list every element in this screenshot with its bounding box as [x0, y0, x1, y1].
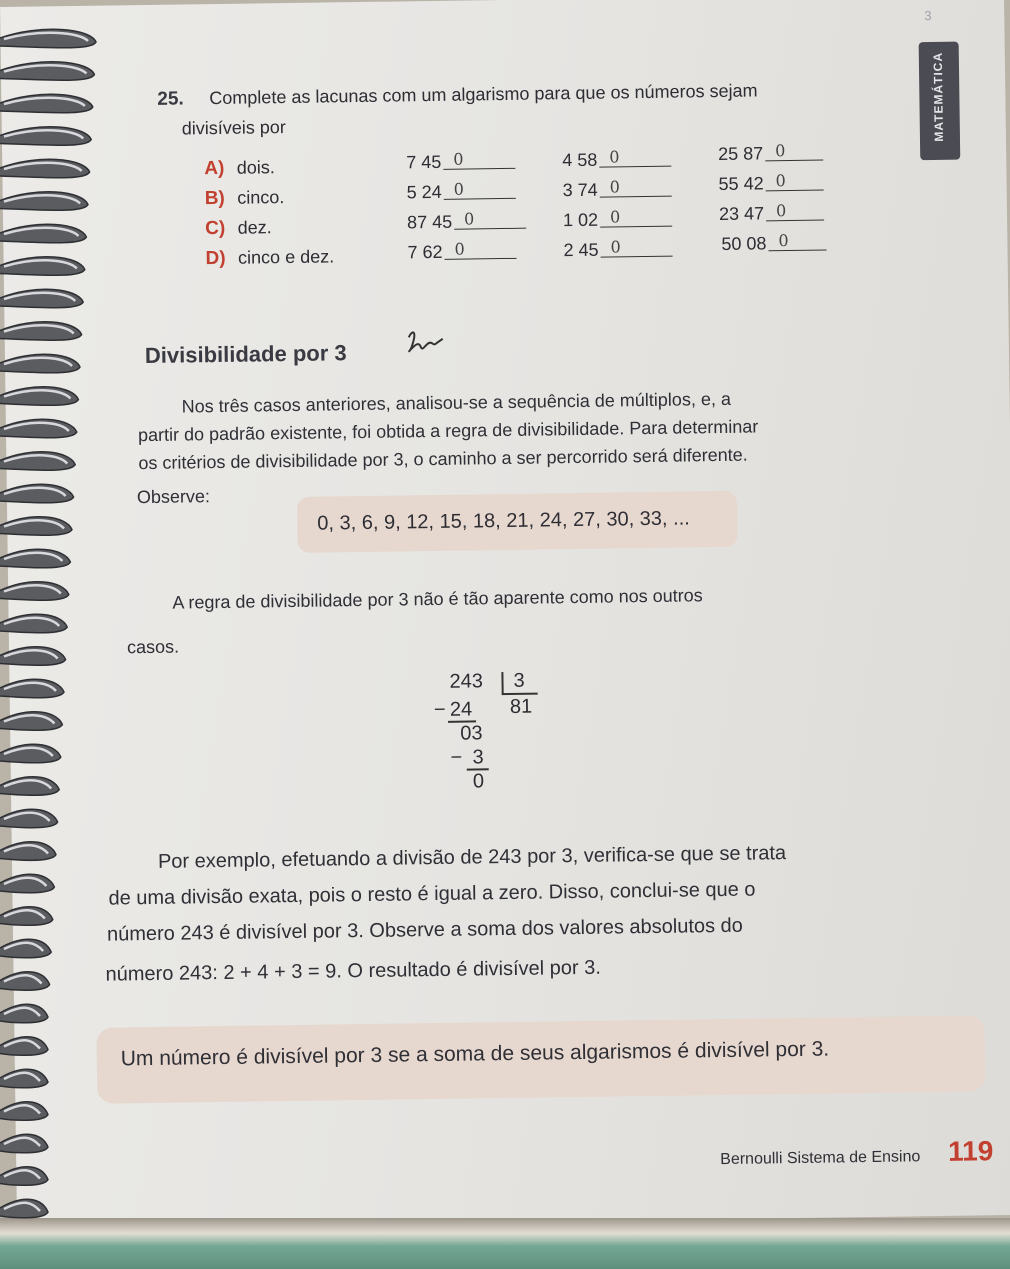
paragraph2-line1: A regra de divisibilidade por 3 não é tão aparente como nos outros: [172, 585, 703, 613]
spiral-ring: [0, 29, 96, 48]
spiral-ring: [0, 94, 93, 113]
handwritten-answer: 0: [609, 177, 620, 197]
option-letter: A): [204, 157, 225, 180]
option-b: [205, 187, 285, 210]
spiral-ring: [0, 1004, 48, 1023]
spiral-ring: [0, 549, 70, 568]
spiral-ring: [0, 1102, 48, 1121]
handwritten-answer: 0: [463, 209, 475, 229]
subtrahend-2: 3: [472, 746, 484, 769]
exercise-number: 25.: [157, 88, 184, 110]
handwritten-answer: 0: [609, 147, 620, 167]
paragraph3-line1: Por exemplo, efetuando a divisão de 243 por 3, verifica-se que se trata: [157, 842, 787, 873]
partial-remainder: 03: [460, 722, 483, 745]
remainder: 0: [472, 770, 485, 793]
option-label: cinco.: [237, 187, 285, 208]
division-bracket-vertical: [501, 672, 503, 694]
long-division: [429, 667, 551, 799]
handwritten-answer: 0: [778, 231, 789, 251]
paragraph3-line3: número 243 é divisível por 3. Observe a soma dos valores absolutos do: [106, 914, 744, 946]
spiral-ring: [0, 419, 77, 438]
spiral-ring: [0, 62, 94, 81]
corner-page-number: 3: [924, 8, 932, 24]
minus-sign: −: [433, 698, 446, 722]
spiral-ring: [0, 1199, 48, 1218]
quotient: 81: [509, 695, 533, 718]
paragraph1-line4: Observe:: [136, 486, 211, 508]
spiral-ring: [0, 257, 85, 276]
exercise-instruction-line2: divisíveis por: [181, 117, 286, 139]
exercise-instruction-line1: Complete as lacunas com um algarismo para que os números sejam: [209, 80, 758, 109]
spiral-ring: [0, 192, 88, 211]
spiral-ring: [0, 614, 67, 633]
handwritten-answer: 0: [453, 179, 465, 199]
blank-d3[interactable]: 50 08 0: [721, 231, 826, 254]
blank-d2[interactable]: 2 45 0: [563, 238, 672, 262]
publisher-name: Bernoulli Sistema de Ensino: [720, 1148, 921, 1169]
handwritten-answer: 0: [775, 201, 787, 221]
spiral-ring: [0, 517, 72, 536]
spiral-ring: [0, 874, 54, 893]
handwritten-scribble-icon: [403, 327, 447, 362]
spiral-binding-icon: [0, 0, 120, 1269]
spiral-ring: [0, 777, 59, 796]
blank-c1[interactable]: 87 45 0: [407, 210, 526, 234]
blank-b2[interactable]: 3 74 0: [563, 178, 672, 202]
spiral-ring: [0, 647, 66, 666]
blank-a2[interactable]: 4 58 0: [562, 148, 671, 172]
option-a: [204, 157, 275, 180]
option-letter: D): [205, 247, 226, 270]
handwritten-answer: 0: [609, 207, 621, 227]
section-title: Divisibilidade por 3: [144, 340, 347, 369]
spiral-ring: [0, 452, 75, 471]
page-number: 119: [947, 1135, 994, 1167]
handwritten-answer: 0: [775, 171, 786, 191]
spiral-ring: [0, 679, 64, 698]
spiral-ring: [0, 127, 91, 146]
multiples-sequence: 0, 3, 6, 9, 12, 15, 18, 21, 24, 27, 30, 33, ...: [317, 507, 690, 535]
spiral-ring: [0, 159, 90, 178]
blank-d1[interactable]: 7 62 0: [407, 240, 516, 264]
spiral-ring: [0, 354, 80, 373]
spiral-ring: [0, 939, 51, 958]
spiral-ring: [0, 224, 86, 243]
subject-side-tab-label: MATEMÁTICA: [930, 51, 947, 142]
spiral-ring: [0, 907, 53, 926]
spiral-ring: [0, 1167, 48, 1186]
divisor: 3: [513, 669, 525, 692]
spiral-ring: [0, 744, 61, 763]
option-letter: B): [204, 187, 225, 210]
paragraph1-line1: Nos três casos anteriores, analisou-se a sequência de múltiplos, e, a: [181, 388, 732, 417]
blank-b3[interactable]: 55 42 0: [718, 172, 823, 195]
division-bracket-horizontal: [502, 693, 538, 696]
dividend: 243: [449, 670, 484, 693]
option-c: [205, 217, 272, 240]
handwritten-answer: 0: [775, 141, 786, 161]
spiral-ring: [0, 1134, 48, 1153]
subtrahend-1: 24: [449, 698, 473, 721]
spiral-ring: [0, 1069, 48, 1088]
paragraph3-line2: de uma divisão exata, pois o resto é igual a zero. Disso, conclui-se que o: [108, 878, 756, 910]
table-surface: [0, 1218, 1010, 1269]
spiral-ring: [0, 289, 83, 308]
paragraph2-line2: casos.: [126, 636, 180, 658]
spiral-ring: [0, 484, 74, 503]
spiral-ring: [0, 387, 78, 406]
spiral-ring: [0, 322, 82, 341]
paragraph3-line4: número 243: 2 + 4 + 3 = 9. O resultado é divisível por 3.: [105, 956, 601, 986]
option-letter: C): [205, 217, 226, 240]
option-label: dez.: [237, 217, 272, 238]
option-label: dois.: [236, 157, 275, 178]
handwritten-answer: 0: [454, 239, 465, 259]
handwritten-answer: 0: [453, 149, 464, 169]
handwritten-answer: 0: [610, 237, 621, 257]
subject-side-tab: [919, 42, 961, 161]
blank-c3[interactable]: 23 47 0: [719, 202, 824, 225]
blank-a1[interactable]: 7 45 0: [406, 150, 515, 174]
option-d: [205, 246, 334, 270]
minus-sign: −: [450, 746, 463, 769]
blank-a3[interactable]: 25 87 0: [718, 142, 823, 165]
blank-b1[interactable]: 5 24 0: [407, 180, 516, 204]
spiral-ring: [0, 582, 69, 601]
blank-c2[interactable]: 1 02 0: [563, 208, 672, 232]
spiral-ring: [0, 712, 62, 731]
paragraph1-line3: os critérios de divisibilidade por 3, o caminho a ser percorrido será diferente.: [138, 444, 748, 474]
paragraph1-line2: partir do padrão existente, foi obtida a regra de divisibilidade. Para determinar: [137, 416, 759, 446]
spiral-ring: [0, 842, 56, 861]
spiral-ring: [0, 972, 50, 991]
divisibility-rule: Um número é divisível por 3 se a soma de seus algarismos é divisível por 3.: [120, 1037, 830, 1071]
spiral-ring: [0, 1037, 48, 1056]
option-label: cinco e dez.: [237, 246, 335, 268]
spiral-ring: [0, 809, 58, 828]
